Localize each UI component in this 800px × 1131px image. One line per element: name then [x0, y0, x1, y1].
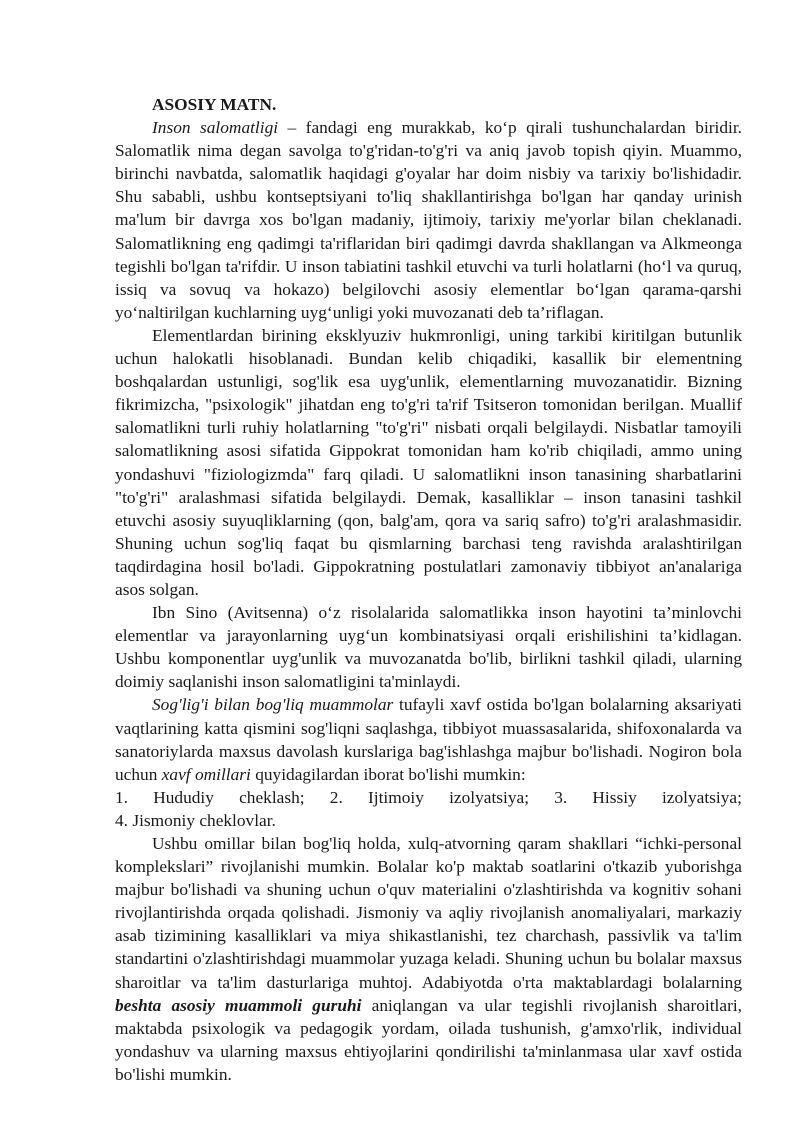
- list-token: Hududiy: [153, 787, 214, 807]
- paragraph-4-text-b: quyidagilardan iborat bo'lishi mumkin:: [250, 764, 526, 784]
- paragraph-5: [115, 832, 742, 1086]
- paragraph-5-text-a: Ushbu omillar bilan bog'liq holda, xulq-atvorning qaram shakllari “ichki-personal komplekslari” rivojlanishi mumkin. Bolalar ko'p maktab soatlarini o'tkazib yuborishga majbur bo'lishadi va shuning uchun o'quv materialini o'zlashtirishda va kognitiv sohani rivojlantirishda orqada qolishadi. Jismoniy va aqliy rivojlanish anomaliyalari, markaziy asab tizimining kasalliklari va miya shikastlanishi, tez charchash, passivlik va ta'lim standartini o'zlashtirishdagi muammolar yuzaga keladi. Shuning uchun bu bolalar maxsus sharoitlar va ta'lim dasturlariga muhtoj. Adabiyotda o'rta maktablardagi bolalarning: [115, 834, 742, 992]
- section-heading: ASOSIY MATN.: [152, 95, 277, 114]
- list-token: izolyatsiya;: [449, 787, 530, 807]
- term-risk-factors: xavf omillari: [161, 764, 251, 784]
- paragraph-5-text-b: aniqlangan va ular tegishli rivojlanish sharoitlari, maktabda psixologik va pedagogik yordam, oilada tushunish, g'amxo'rlik, individual yondashuv va ularning maxsus ehtiyojlarini qondirilishi ta'minlanmasa ular xavf ostida bo'lishi mumkin.: [115, 995, 742, 1084]
- paragraph-1-text: – fandagi eng murakkab, ko‘p qirali tushunchalardan biridir. Salomatlik nima degan savolga to'g'ridan-to'g'ri va aniq javob topish qiyin. Muammo, birinchi navbatda, salomatlik haqidagi g'oyalar har doim nisbiy va tarixiy bo'lishidadir. Shu sababli, ushbu kontseptsiyani to'liq shakllantirishga bo'lgan har qanday urinish ma'lum bir davrga xos bo'lgan madaniy, ijtimoiy, tarixiy me'yorlar bilan cheklanadi. Salomatlikning eng qadimgi ta'riflaridan biri qadimgi davrda shakllangan va Alkmeonga tegishli bo'lgan ta'rifdir. U inson tabiatini tashkil etuvchi va turli holatlarni (ho‘l va quruq, issiq va sovuq va hokazo) belgilovchi asosiy elementlar bo‘lgan qarama-qarshi yo‘naltirilgan kuchlarning uyg‘unligi yoki muvozanati deb ta’riflagan.: [115, 118, 743, 322]
- paragraph-4-text-a: tufayli xavf ostida bo'lgan bolalarning aksariyati vaqtlarining katta qismini sog'liqni saqlashga, tibbiyot muassasalarida, shifoxonalarda va sanatoriylarda maxsus davolash kurslariga bag'ishlashga majbur bo'lishadi. Nogiron bola uchun: [115, 695, 742, 784]
- list-token: 2.: [329, 787, 343, 807]
- list-token: cheklash;: [239, 787, 305, 807]
- risk-factor-list-last: 4. Jismoniy cheklovlar.: [115, 810, 276, 830]
- paragraph-1: [115, 116, 742, 324]
- paragraph-3: Ibn Sino (Avitsenna) o‘z risolalarida salomatlikka inson hayotini ta’minlovchi elementlar va jarayonlarning uyg‘un kombinatsiyasi orqali erishilishini ta’kidlagan. Ushbu komponentlar uyg'unlik va muvozanatda bo'lib, birlikni tashkil qiladi, ularning doimiy saqlanishi inson salomatligini ta'minlaydi.: [115, 603, 742, 692]
- paragraph-2: Elementlardan birining eksklyuziv hukmronligi, uning tarkibi kiritilgan butunlik uchun halokatli hisoblanadi. Bundan kelib chiqadiki, kasallik bir elementning boshqalardan ustunligi, sog'lik esa uyg'unlik, elementlarning muvozanatidir. Bizning fikrimizcha, "psixologik" jihatdan eng to'g'ri ta'rif Tsitseron tomonidan berilgan. Muallif salomatlikni turli ruhiy holatlarning "to'g'ri" nisbati orqali belgilaydi. Nisbatlar tamoyili salomatlikning asosi sifatida Gippokrat tomonidan ham ko'rib chiqiladi, ammo uning yondashuvi "fiziologizmda" farq qiladi. U salomatlikni inson tanasining sharbatlarini "to'g'ri" aralashmasi sifatida belgilaydi. Demak, kasalliklar – inson tanasini tashkil etuvchi asosiy suyuqliklarning (qon, balg'am, qora va sariq safro) to'g'ri aralashmasidir. Shuning uchun sog'liq faqat bu qismlarning barchasi teng ravishda aralashtirilgan taqdirdagina hosil bo'ladi. Gippokratning postulatlari zamonaviy tibbiyot an'analariga asos solgan.: [115, 325, 742, 599]
- paragraph-4: [115, 693, 742, 785]
- risk-factor-list: [115, 786, 742, 809]
- term-inson-salomatligi: Inson salomatligi: [152, 118, 279, 138]
- list-token: Hissiy: [592, 787, 637, 807]
- document-body: [115, 93, 742, 1086]
- term-five-problem-groups: beshta asosiy muammoli guruhi: [115, 995, 362, 1015]
- list-token: 3.: [554, 787, 568, 807]
- list-token: Ijtimoiy: [367, 787, 424, 807]
- list-token: izolyatsiya;: [661, 787, 742, 807]
- term-health-problems: Sog'lig'i bilan bog'liq muammolar: [152, 695, 394, 715]
- list-token: 1.: [115, 787, 129, 807]
